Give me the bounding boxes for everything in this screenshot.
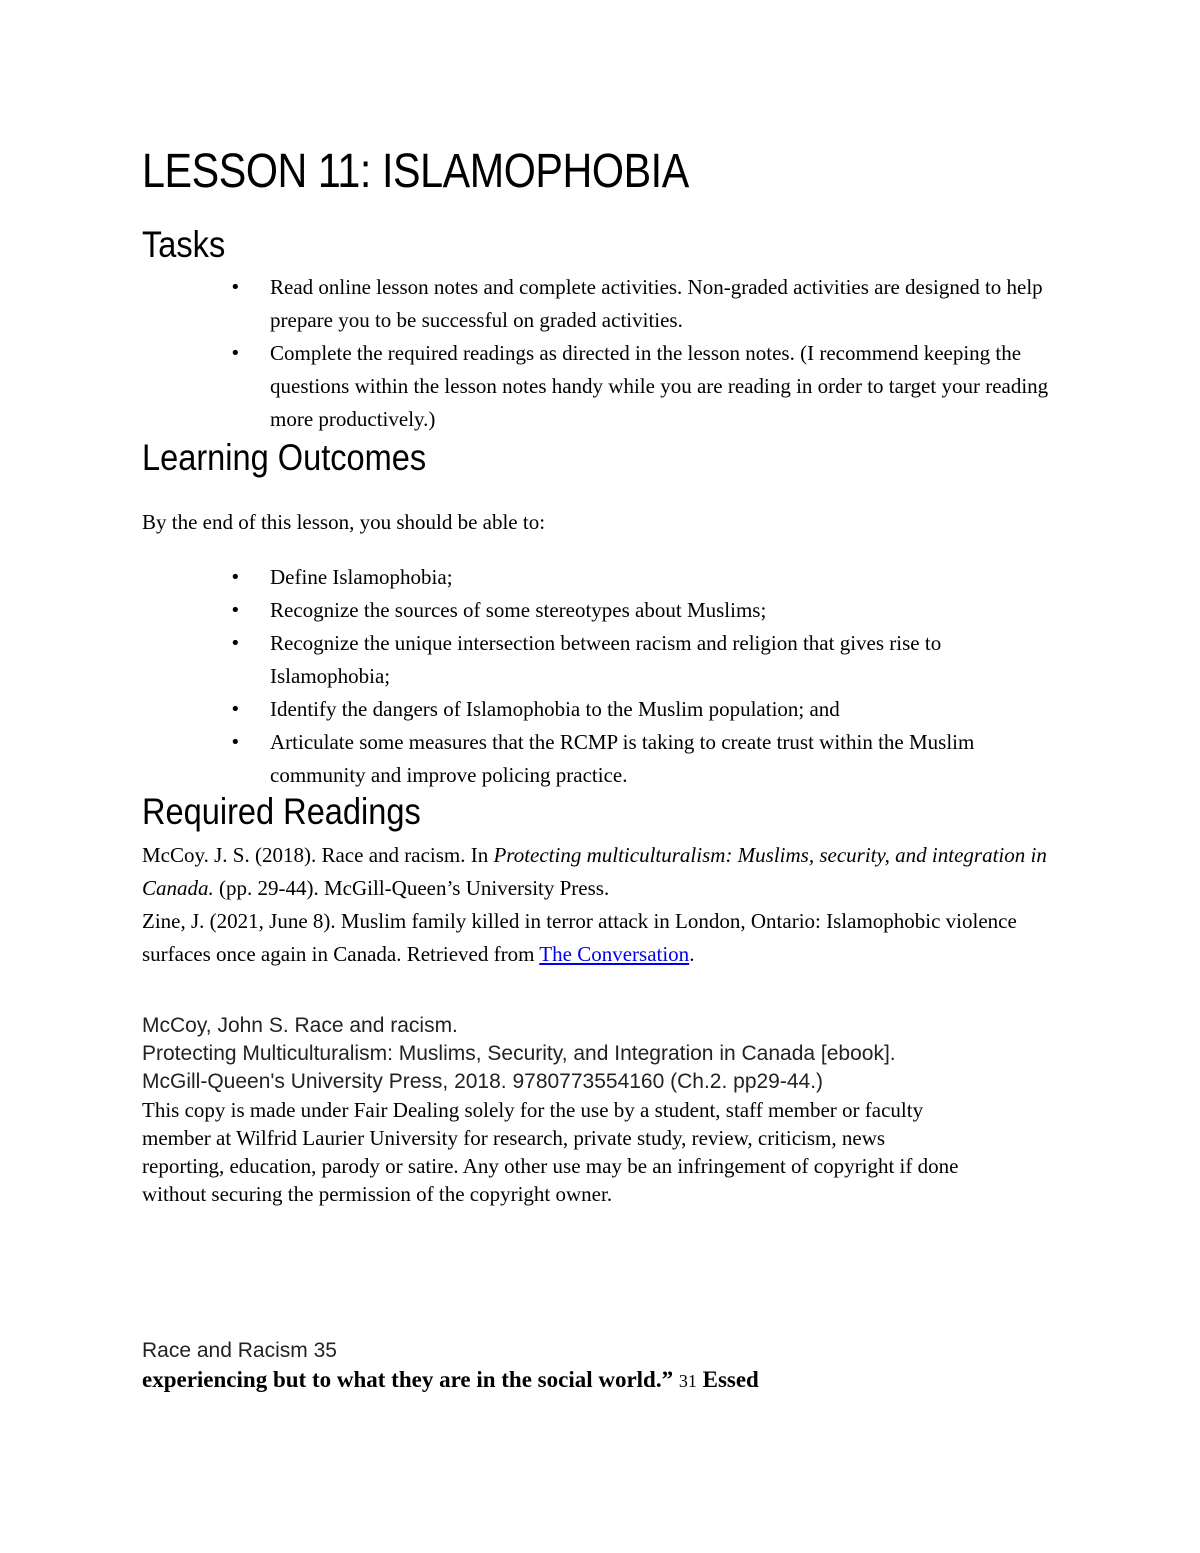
excerpt-fragment: Essed xyxy=(696,1367,759,1392)
fair-dealing-notice: This copy is made under Fair Dealing solely for the use by a student, staff member or faculty member at Wilfrid Laurier University for research, private study, review, criticism, news reporting, education, parody or satire. Any other use may be an infringement of copyright if done without securing the permission of the copyright owner. xyxy=(142,1098,959,1206)
outcome-item: • Define Islamophobia; xyxy=(230,561,1040,594)
reference-mccoy xyxy=(142,839,1062,905)
excerpt-text xyxy=(142,1364,759,1397)
outcome-item: • Articulate some measures that the RCMP is taking to create trust within the Muslim community and improve policing practice. xyxy=(230,726,1040,792)
excerpt-page-header: Race and Racism 35 xyxy=(142,1339,337,1362)
tasks-heading: Tasks xyxy=(142,224,226,265)
reference-text: (pp. 29-44). McGill-Queen’s University Press. xyxy=(213,876,610,900)
required-readings-heading: Required Readings xyxy=(142,791,421,832)
footnote-number: 31 xyxy=(678,1371,697,1391)
outcomes-intro: By the end of this lesson, you should be able to: xyxy=(142,510,546,534)
learning-outcomes-heading: Learning Outcomes xyxy=(142,437,427,478)
task-item: • Complete the required readings as directed in the lesson notes. (I recommend keeping the questions within the lesson notes handy while you are reading in order to target your reading more productively.) xyxy=(230,337,1070,436)
citation-line: McCoy, John S. Race and racism. xyxy=(142,1014,458,1037)
outcome-item: • Recognize the unique intersection between racism and religion that gives rise to Islamophobia; xyxy=(230,627,1040,693)
task-item: • Read online lesson notes and complete activities. Non-graded activities are designed to help prepare you to be successful on graded activities. xyxy=(230,271,1070,337)
the-conversation-link[interactable]: The Conversation xyxy=(539,942,690,966)
reference-zine xyxy=(142,905,1062,971)
tasks-list xyxy=(230,271,1070,436)
outcome-item: • Recognize the sources of some stereotypes about Muslims; xyxy=(230,594,1040,627)
reference-text: . xyxy=(689,942,695,966)
excerpt-fragment: experiencing but to what they are in the social world.” xyxy=(142,1367,679,1392)
outcomes-list xyxy=(230,561,1040,792)
reference-text: Zine, J. (2021, June 8). Muslim family killed in terror attack in London, Ontario: Islamophobic violence surfaces once again in Canada. Retrieved from xyxy=(142,909,1017,966)
reference-text: McCoy. J. S. (2018). Race and racism. In xyxy=(142,843,494,867)
readings-list xyxy=(142,839,1062,971)
copyright-block xyxy=(142,1012,972,1208)
citation-line: Protecting Multiculturalism: Muslims, Security, and Integration in Canada [ebook]. xyxy=(142,1042,896,1065)
lesson-title: LESSON 11: ISLAMOPHOBIA xyxy=(142,145,689,198)
citation-line: McGill-Queen's University Press, 2018. 9780773554160 (Ch.2. pp29-44.) xyxy=(142,1070,824,1093)
reference-book-title: Protecting multiculturalism: Muslims, security, and integration in Canada. xyxy=(142,843,1047,900)
outcome-item: • Identify the dangers of Islamophobia to the Muslim population; and xyxy=(230,693,1040,726)
